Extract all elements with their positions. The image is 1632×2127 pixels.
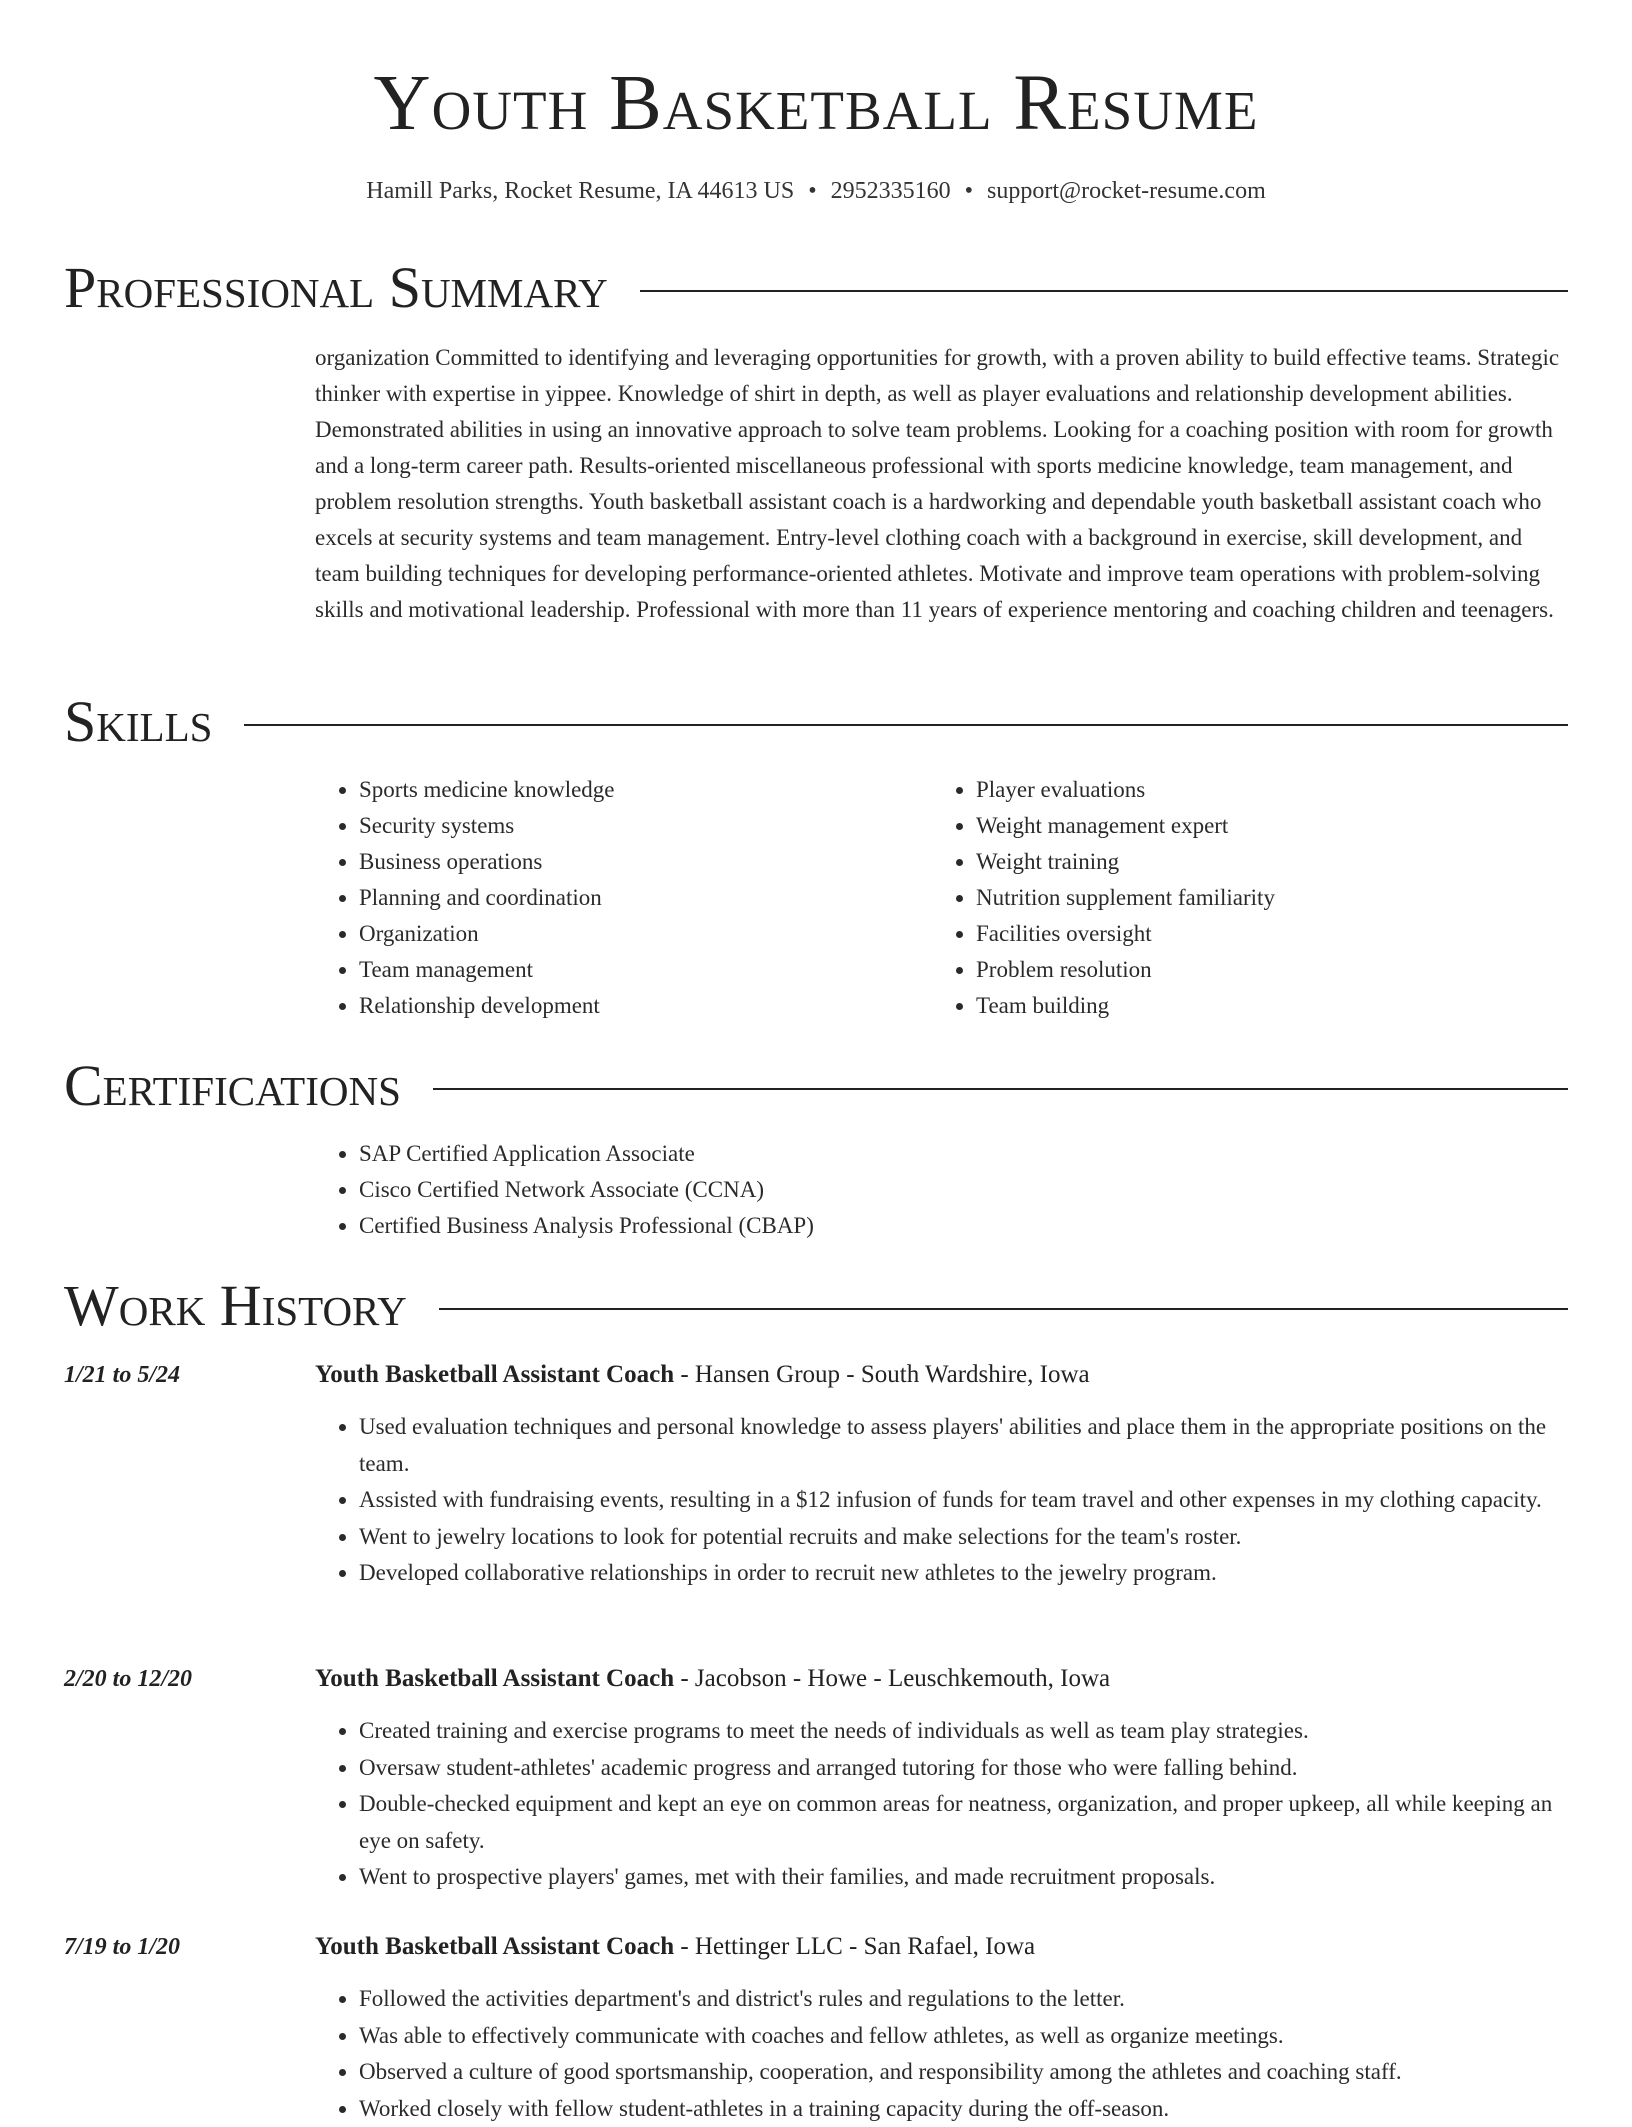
section-rule (433, 1088, 1568, 1090)
section-title: Professional Summary (64, 256, 608, 320)
section-title: Skills (64, 690, 212, 754)
section-rule (640, 290, 1568, 292)
job-bullet: • Went to prospective players' games, met with their families, and made recruitment proposals. (359, 1859, 1568, 1896)
job-bullet: • Was able to effectively communicate with coaches and fellow athletes, as well as organize meetings. (359, 2018, 1568, 2055)
section-heading-work-history (64, 1274, 1568, 1338)
job-title: Youth Basketball Assistant Coach (315, 1361, 674, 1388)
skill-item: • Relationship development (359, 988, 915, 1024)
section-title: Certifications (64, 1054, 401, 1118)
job-dates: 2/20 to 12/20 (64, 1664, 304, 1694)
contact-line (0, 176, 1632, 206)
job-header (315, 1664, 1568, 1694)
certification-item: • SAP Certified Application Associate (359, 1136, 1568, 1172)
certification-item: • Cisco Certified Network Associate (CCNA) (359, 1172, 1568, 1208)
skill-item: • Organization (359, 916, 915, 952)
job-title: Youth Basketball Assistant Coach (315, 1933, 674, 1960)
skill-item: • Team management (359, 952, 915, 988)
job-bullet: • Used evaluation techniques and personal knowledge to assess players' abilities and place them in the appropriate positions on the team. (359, 1409, 1568, 1482)
section-heading-skills (64, 690, 1568, 754)
skill-item: • Weight training (976, 844, 1532, 880)
job-bullet: • Double-checked equipment and kept an eye on common areas for neatness, organization, and proper upkeep, all while keeping an eye on safety. (359, 1786, 1568, 1859)
contact-email: support@rocket-resume.com (987, 178, 1266, 204)
contact-separator: • (808, 176, 816, 206)
skills-column-right (932, 772, 1532, 1024)
skill-item: • Facilities oversight (976, 916, 1532, 952)
skill-item: • Sports medicine knowledge (359, 772, 915, 808)
job-employer: - Hettinger LLC - San Rafael, Iowa (674, 1933, 1035, 1960)
job-title: Youth Basketball Assistant Coach (315, 1665, 674, 1692)
skill-item: • Problem resolution (976, 952, 1532, 988)
job-employer: - Hansen Group - South Wardshire, Iowa (674, 1361, 1090, 1388)
job-dates: 7/19 to 1/20 (64, 1932, 304, 1962)
job-header (315, 1360, 1568, 1390)
job-bullet: • Assisted with fundraising events, resulting in a $12 infusion of funds for team travel and other expenses in my clothing capacity. (359, 1482, 1568, 1519)
section-rule (244, 724, 1568, 726)
skill-item: • Security systems (359, 808, 915, 844)
contact-phone: 2952335160 (831, 178, 951, 204)
section-title: Work History (64, 1274, 407, 1338)
job-bullet: • Observed a culture of good sportsmanship, cooperation, and responsibility among the athletes and coaching staff. (359, 2054, 1568, 2091)
section-heading-certifications (64, 1054, 1568, 1118)
job-bullet: • Went to jewelry locations to look for potential recruits and make selections for the team's roster. (359, 1519, 1568, 1556)
skill-item: • Nutrition supplement familiarity (976, 880, 1532, 916)
job-header (315, 1932, 1568, 1962)
skill-item: • Weight management expert (976, 808, 1532, 844)
job-dates: 1/21 to 5/24 (64, 1360, 304, 1390)
job-bullet: • Created training and exercise programs to meet the needs of individuals as well as team play strategies. (359, 1713, 1568, 1750)
job-bullet: • Oversaw student-athletes' academic progress and arranged tutoring for those who were falling behind. (359, 1750, 1568, 1787)
job-bullet: • Worked closely with fellow student-athletes in a training capacity during the off-season. (359, 2091, 1568, 2127)
skill-item: • Planning and coordination (359, 880, 915, 916)
professional-summary: organization Committed to identifying and leveraging opportunities for growth, with a proven ability to build effective teams. Strategic thinker with expertise in yippee. Knowledge of shirt in depth, as well as player evaluations and relationship development abilities. Demonstrated abilities in using an innovative approach to solve team problems. Looking for a coaching position with room for growth and a long-term career path. Results-oriented miscellaneous professional with sports medicine knowledge, team management, and problem resolution strengths. Youth basketball assistant coach is a hardworking and dependable youth basketball assistant coach who excels at security systems and team management. Entry-level clothing coach with a background in exercise, skill development, and team building techniques for developing performance-oriented athletes. Motivate and improve team operations with problem-solving skills and motivational leadership. Professional with more than 11 years of experience mentoring and coaching children and teenagers. (315, 340, 1568, 628)
skill-item: • Team building (976, 988, 1532, 1024)
section-heading-summary (64, 256, 1568, 320)
job-bullet: • Developed collaborative relationships in order to recruit new athletes to the jewelry program. (359, 1555, 1568, 1592)
skill-item: • Business operations (359, 844, 915, 880)
skills-column-left (315, 772, 915, 1024)
job-bullets (315, 1409, 1568, 1592)
job-bullet: • Followed the activities department's and district's rules and regulations to the letter. (359, 1981, 1568, 2018)
section-rule (439, 1308, 1568, 1310)
job-bullets (315, 1981, 1568, 2127)
certifications-list (315, 1136, 1568, 1244)
job-bullets (315, 1713, 1568, 1896)
job-employer: - Jacobson - Howe - Leuschkemouth, Iowa (674, 1665, 1110, 1692)
skill-item: • Player evaluations (976, 772, 1532, 808)
certification-item: • Certified Business Analysis Professional (CBAP) (359, 1208, 1568, 1244)
contact-separator: • (965, 176, 973, 206)
resume-title: Youth Basketball Resume (0, 58, 1632, 150)
contact-address: Hamill Parks, Rocket Resume, IA 44613 US (366, 178, 794, 204)
